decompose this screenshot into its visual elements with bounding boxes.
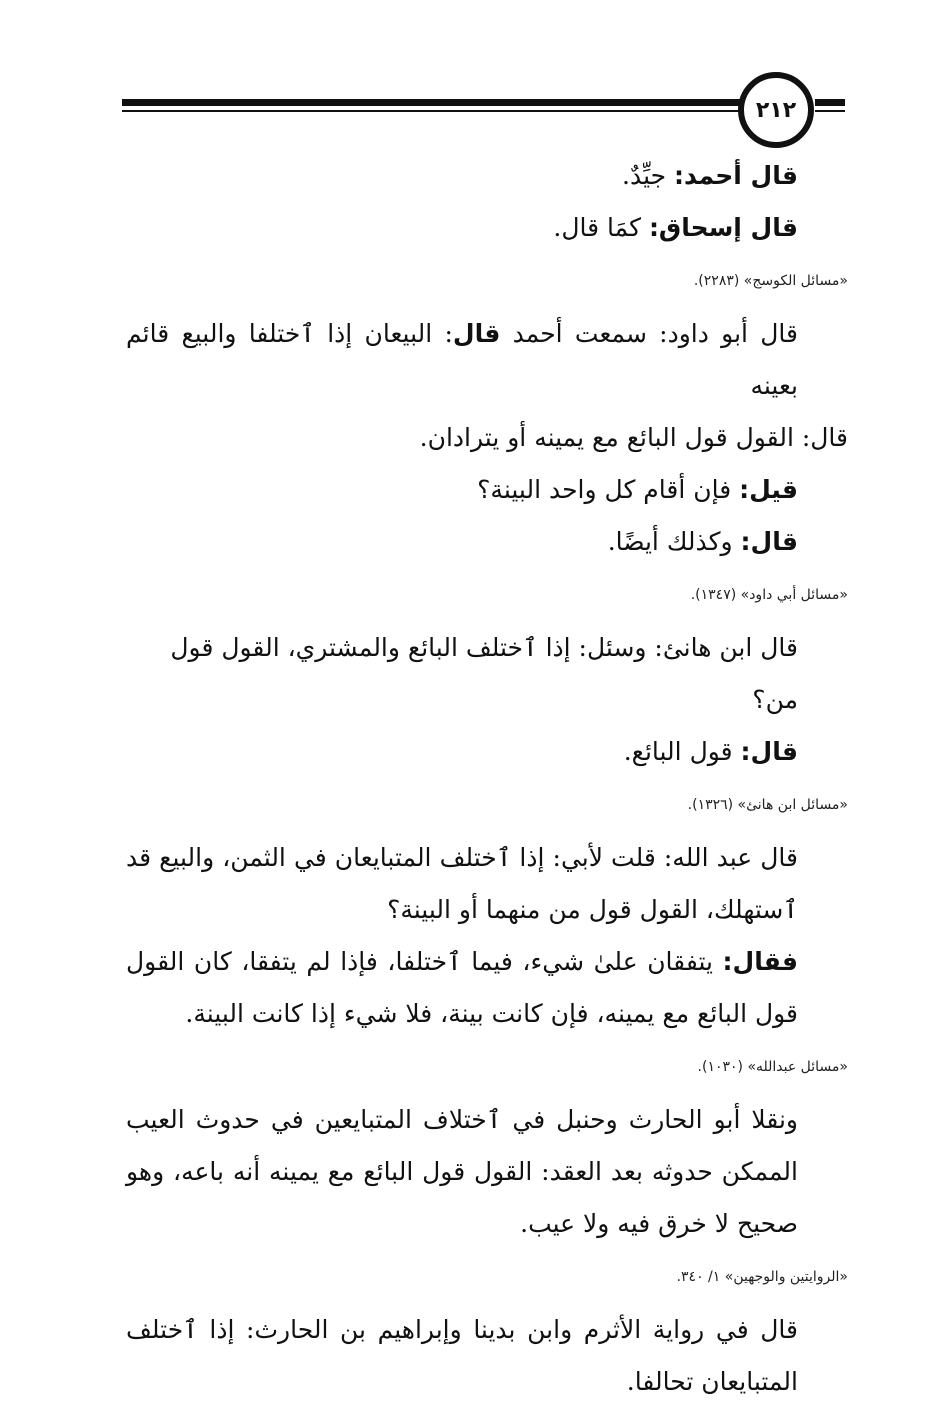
header-rule-right-thick xyxy=(815,99,845,106)
header-rule-right-thin xyxy=(815,110,845,112)
paragraph-faqala: فقال: يتفقان علىٰ شيء، فيما ٱختلفا، فإذا لم يتفقا، كان القول قول البائع مع يمينه، فإن كانت بينة، فلا شيء إذا كانت البينة. xyxy=(126,947,798,1028)
paragraph-abu-dawud-cont: قال: القول قول البائع مع يمينه أو يترادان. xyxy=(419,423,848,452)
statement-qala: قال: وكذلك أيضًا. xyxy=(607,527,798,556)
paragraph-abu-al-harith: ونقلا أبو الحارث وحنبل في ٱختلاف المتبايعين في حدوث العيب الممكن حدوثه بعد العقد: القول قول البائع مع يمينه أنه باعه، وهو صحيح لا خرق فيه ولا عيب. xyxy=(126,1105,798,1238)
page-number-medallion xyxy=(738,72,814,148)
header-rule-thick xyxy=(122,99,740,106)
page-body xyxy=(126,150,848,1408)
statement-qala: قال: قول البائع. xyxy=(623,737,798,766)
paragraph-abdullah: قال عبد الله: قلت لأبي: إذا ٱختلف المتبايعان في الثمن، والبيع قد ٱستهلك، القول قول من منهما أو البينة؟ xyxy=(126,843,798,924)
paragraph-ibn-hani: قال ابن هانئ: وسئل: إذا ٱختلف البائع والمشتري، القول قول من؟ xyxy=(170,633,798,714)
paragraph-athram: قال في رواية الأثرم وابن بدينا وإبراهيم بن الحارث: إذا ٱختلف المتبايعان تحالفا. xyxy=(126,1315,798,1396)
paragraph-abu-dawud: قال أبو داود: سمعت أحمد قال: البيعان إذا ٱختلفا والبيع قائم بعينه xyxy=(126,319,798,400)
header-rule-thin xyxy=(122,110,740,112)
source-citation: «مسائل أبي داود» (١٣٤٧). xyxy=(690,587,848,603)
source-citation: «الروايتين والوجهين» ١/ ٣٤٠. xyxy=(676,1269,848,1285)
statement-qila: قيل: فإن أقام كل واحد البينة؟ xyxy=(477,475,798,504)
page-number: ٢١٢ xyxy=(755,97,797,123)
source-citation: «مسائل ابن هانئ» (١٣٢٦). xyxy=(687,797,848,813)
statement-ahmad: قال أحمد: جيِّدٌ. xyxy=(622,161,798,190)
source-citation: «مسائل عبدالله» (١٠٣٠). xyxy=(697,1059,848,1075)
source-citation: «مسائل الكوسج» (٢٢٨٣). xyxy=(693,273,848,289)
statement-ishaq: قال إسحاق: كمَا قال. xyxy=(553,213,798,242)
